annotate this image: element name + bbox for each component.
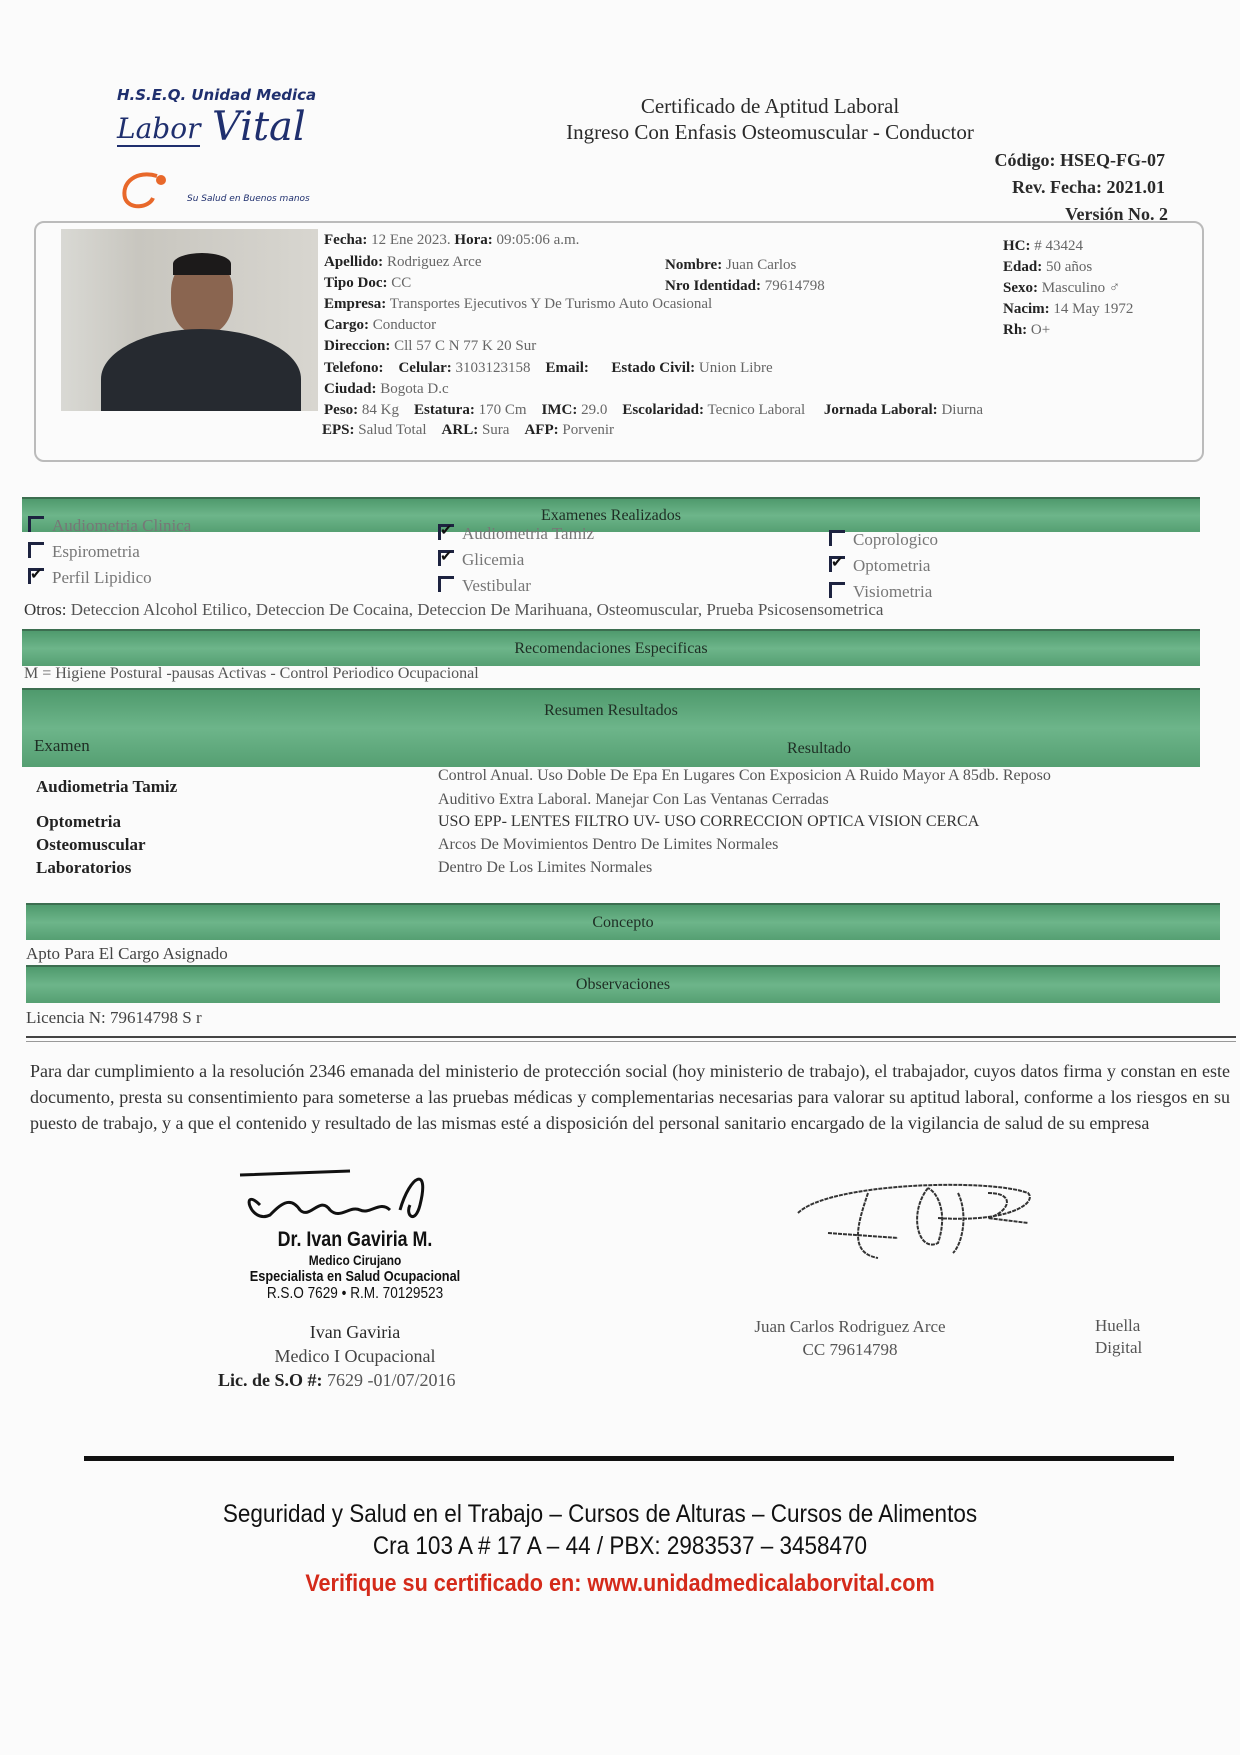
exam-checkbox-label: Perfil Lipidico	[52, 568, 152, 587]
rh-field: Rh: O+	[1003, 322, 1051, 338]
ciudad-row: Ciudad: Bogota D.c	[324, 381, 449, 397]
otros-row: Otros: Deteccion Alcohol Etilico, Deteccion De Cocaina, Deteccion De Marihuana, Osteomuscular, Prueba Psicosensometrica	[24, 600, 884, 619]
document-version: Versión No. 2	[1065, 204, 1168, 224]
stamp-spec: Especialista en Salud Ocupacional	[249, 1268, 461, 1285]
recomendaciones-text: M = Higiene Postural -pausas Activas - Control Periodico Ocupacional	[24, 665, 479, 682]
nombre-field: Nombre: Juan Carlos	[665, 257, 797, 273]
checkbox-checked-icon[interactable]	[829, 556, 845, 572]
col-resultado: Resultado	[787, 740, 851, 757]
divider	[26, 1036, 1236, 1042]
exam-checkbox-label: Audiometria Clinica	[52, 516, 192, 535]
tipodoc-row: Tipo Doc: CC	[324, 275, 412, 291]
doctor-name: Ivan Gaviria	[309, 1322, 401, 1342]
document-code: Código: HSEQ-FG-07	[994, 150, 1165, 170]
exam-result: USO EPP- LENTES FILTRO UV- USO CORRECCION OPTICA VISION CERCA	[438, 813, 980, 830]
edad-field: Edad: 50 años	[1003, 259, 1093, 275]
stamp-name: Dr. Ivan Gaviria M.	[277, 1228, 433, 1251]
checkbox-unchecked-icon[interactable]	[829, 582, 845, 598]
exam-name: Audiometria Tamiz	[36, 777, 178, 796]
logo	[117, 86, 337, 216]
nro-identidad-field: Nro Identidad: 79614798	[665, 278, 825, 294]
checkbox-checked-icon[interactable]	[438, 524, 454, 540]
doctor-stamp	[230, 1228, 480, 1303]
exam-checkbox-label: Visiometria	[853, 582, 933, 601]
checkbox-unchecked-icon[interactable]	[28, 542, 44, 558]
exam-checkbox[interactable]	[829, 556, 930, 576]
exam-checkbox-label: Glicemia	[462, 550, 525, 569]
doctor-signature	[230, 1165, 470, 1235]
seguridad-social-row: EPS: Salud Total ARL: Sura AFP: Porvenir	[322, 422, 615, 438]
exam-checkbox[interactable]	[438, 524, 594, 544]
exam-checkbox[interactable]	[438, 550, 524, 570]
apellido-row: Apellido: Rodriguez Arce	[324, 254, 482, 270]
logo-tagline: Su Salud en Buenos manos	[187, 194, 310, 204]
document-title: Certificado de Aptitud Laboral	[640, 94, 900, 118]
cargo-row: Cargo: Conductor	[324, 317, 437, 333]
exam-result: Dentro De Los Limites Normales	[438, 859, 653, 876]
worker-signature	[788, 1173, 1048, 1263]
exam-checkbox-label: Coprologico	[853, 530, 938, 549]
exam-checkbox[interactable]	[28, 568, 152, 588]
exam-result-cont: Auditivo Extra Laboral. Manejar Con Las Ventanas Cerradas	[438, 791, 829, 808]
worker-name: Juan Carlos Rodriguez Arce	[754, 1317, 946, 1336]
logo-brand-right: Vital	[212, 104, 306, 150]
footer-rule	[84, 1456, 1174, 1461]
checkbox-unchecked-icon[interactable]	[438, 576, 454, 592]
stamp-reg: R.S.O 7629 • R.M. 70129523	[266, 1285, 444, 1302]
logo-top-text: H.S.E.Q. Unidad Medica	[117, 86, 317, 104]
nacimiento-field: Nacim: 14 May 1972	[1003, 301, 1134, 317]
exam-checkbox[interactable]	[28, 542, 140, 562]
checkbox-unchecked-icon[interactable]	[829, 530, 845, 546]
document-subtitle: Ingreso Con Enfasis Osteomuscular - Conductor	[566, 120, 974, 144]
worker-cc: CC 79614798	[802, 1340, 898, 1359]
concepto-header: Concepto	[26, 903, 1220, 940]
footer-services: Seguridad y Salud en el Trabajo – Cursos de Alturas – Cursos de Alimentos	[222, 1500, 978, 1528]
exam-checkbox-label: Espirometria	[52, 542, 140, 561]
col-examen: Examen	[34, 736, 90, 755]
recomendaciones-header: Recomendaciones Especificas	[22, 629, 1200, 666]
document-rev-date: Rev. Fecha: 2021.01	[1012, 177, 1165, 197]
hc-field: HC: # 43424	[1003, 238, 1083, 254]
doctor-role: Medico I Ocupacional	[274, 1346, 436, 1366]
checkbox-checked-icon[interactable]	[28, 568, 44, 584]
stamp-title: Medico Cirujano	[308, 1252, 402, 1268]
observaciones-text: Licencia N: 79614798 S r	[26, 1008, 202, 1027]
exam-checkbox[interactable]	[829, 582, 932, 602]
huella-label: Huella Digital	[1095, 1316, 1143, 1357]
examenes-header: Examenes Realizados	[22, 497, 1200, 532]
empresa-row: Empresa: Transportes Ejecutivos Y De Turismo Auto Ocasional	[324, 296, 713, 312]
exam-checkbox-label: Optometria	[853, 556, 931, 575]
exam-name: Laboratorios	[36, 858, 132, 877]
checkbox-unchecked-icon[interactable]	[28, 516, 44, 532]
observaciones-header: Observaciones	[26, 965, 1220, 1003]
checkbox-checked-icon[interactable]	[438, 550, 454, 566]
exam-checkbox[interactable]	[28, 516, 191, 536]
direccion-row: Direccion: Cll 57 C N 77 K 20 Sur	[324, 338, 537, 354]
exam-checkbox[interactable]	[829, 530, 938, 550]
patient-photo	[61, 229, 318, 411]
exam-name: Optometria	[36, 812, 121, 831]
contacto-row: Telefono: Celular: 3103123158 Email: Estado Civil: Union Libre	[324, 360, 773, 376]
logo-brand-left: Labor	[117, 112, 201, 145]
footer-address: Cra 103 A # 17 A – 44 / PBX: 2983537 – 3458470	[372, 1532, 868, 1560]
consent-paragraph: Para dar cumplimiento a la resolución 2346 emanada del ministerio de protección social (hoy ministerio de trabajo), el trabajador, cuyos datos firma y constan en este documento, presta su consentimiento para someterse a las pruebas médicas y complementarias necesarias para valorar su aptitud laboral, conforme a los riesgos en su puesto de trabajo, y a que el contenido y resultado de las mismas esté a disposición del personal sanitario encargado de la vigilancia de salud de su empresa	[30, 1061, 1230, 1133]
resumen-title: Resumen Resultados	[544, 702, 678, 719]
exam-checkbox-label: Audiometria Tamiz	[462, 524, 595, 543]
verify-link[interactable]: Verifique su certificado en: www.unidadmedicalaborvital.com	[305, 1570, 935, 1597]
exam-checkbox-label: Vestibular	[462, 576, 531, 595]
sexo-field: Sexo: Masculino ♂	[1003, 280, 1121, 296]
exam-checkbox[interactable]	[438, 576, 531, 596]
resumen-header	[22, 688, 1200, 767]
exam-result: Arcos De Movimientos Dentro De Limites Normales	[438, 836, 779, 853]
fecha-row: Fecha: 12 Ene 2023. Hora: 09:05:06 a.m.	[324, 232, 580, 248]
exam-result: Control Anual. Uso Doble De Epa En Lugares Con Exposicion A Ruido Mayor A 85db. Reposo	[438, 767, 1051, 784]
concepto-text: Apto Para El Cargo Asignado	[26, 944, 228, 963]
exam-name: Osteomuscular	[36, 835, 146, 854]
stethoscope-icon	[117, 168, 177, 213]
medidas-row: Peso: 84 Kg Estatura: 170 Cm IMC: 29.0 Escolaridad: Tecnico Laboral Jornada Laboral: Diurna	[324, 402, 984, 418]
doctor-license: Lic. de S.O #: 7629 -01/07/2016	[218, 1370, 456, 1390]
